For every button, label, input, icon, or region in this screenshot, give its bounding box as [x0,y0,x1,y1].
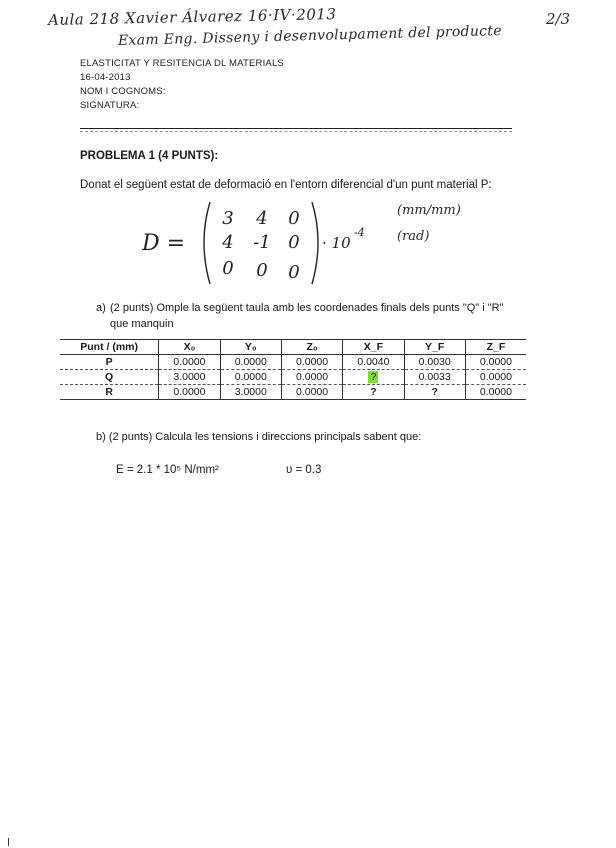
table-cell: 0.0033 [404,370,465,385]
table-cell: 0.0000 [465,355,526,370]
scan-mark [8,838,9,846]
table-row [60,370,526,385]
table-cell: ? [404,385,465,400]
table-cell: 3.0000 [220,385,281,400]
strain-matrix [142,196,382,288]
table-cell: 0.0000 [281,370,342,385]
table-header-row [60,340,526,355]
table-row [60,385,526,400]
highlighted-unknown: ? [370,371,377,383]
header-xf: X_F [343,340,404,355]
table-cell [343,370,404,385]
table-cell: 0.0000 [220,370,281,385]
handwritten-title-line: Aula 218 Xavier Álvarez 16·IV·2013 [47,4,337,30]
table-cell: 0.0000 [220,355,281,370]
header-x0: X₀ [159,340,220,355]
table-cell: ? [343,385,404,400]
header-point: Punt / (mm) [60,340,159,355]
matrix-cell-23: 0 [288,232,300,253]
matrix-cell-21: 4 [222,232,234,253]
table-cell: 3.0000 [159,370,220,385]
problem-intro: Donat el següent estat de deformació en l'entorn diferencial d'un punt material P: [80,179,492,191]
question-b-text: b) (2 punts) Calcula les tensions i direccions principals sabent que: [96,431,422,443]
table-cell: 0.0000 [465,370,526,385]
matrix-cell-11: 3 [222,208,234,229]
name-label: NOM I COGNOMS: [80,86,166,97]
table-cell: 0.0030 [404,355,465,370]
header-rule [80,128,512,129]
problem-title: PROBLEMA 1 (4 PUNTS): [80,150,219,162]
header-zf: Z_F [465,340,526,355]
handwritten-subtitle-line: Exam Eng. Disseny i desenvolupament del producte [117,22,503,50]
matrix-right-bracket [312,202,318,284]
coordinates-table [60,339,526,400]
matrix-cell-33: 0 [288,262,300,283]
strain-units: (mm/mm) [397,203,461,218]
table-cell: R [60,385,159,400]
young-modulus: E = 2.1 * 10⁵ N/mm² [116,464,219,476]
angle-units: (rad) [397,229,430,244]
table-row [60,355,526,370]
header-z0: Z₀ [281,340,342,355]
table-cell: 0.0000 [159,385,220,400]
table-cell: 0.0000 [159,355,220,370]
table-cell: 0.0040 [343,355,404,370]
table-cell: 0.0000 [281,355,342,370]
question-a-text: (2 punts) Omple la següent taula amb les coordenades finals dels punts "Q" i "R" que manquin [110,302,504,330]
matrix-multiplier: · 10 [322,234,351,252]
table-cell: P [60,355,159,370]
matrix-left-bracket [204,202,210,284]
poisson-ratio: υ = 0.3 [286,464,322,476]
matrix-cell-12: 4 [256,208,268,229]
header-yf: Y_F [404,340,465,355]
matrix-exponent: -4 [354,226,365,239]
signature-label: SIGNATURA: [80,100,140,111]
page-number: 2/3 [546,10,571,28]
matrix-cell-13: 0 [288,208,300,229]
matrix-cell-31: 0 [222,258,234,279]
question-a-label: a) [96,302,106,314]
question-a [96,300,516,332]
table-cell: Q [60,370,159,385]
header-y0: Y₀ [220,340,281,355]
table-cell: 0.0000 [465,385,526,400]
matrix-symbol: D = [142,231,186,256]
matrix-cell-32: 0 [256,260,268,281]
header-rule-dashed [80,131,512,132]
table-cell: 0.0000 [281,385,342,400]
date-line: 16-04-2013 [80,72,131,83]
matrix-cell-22: -1 [253,232,271,253]
subject-line: ELASTICITAT Y RESITENCIA DL MATERIALS [80,58,284,69]
